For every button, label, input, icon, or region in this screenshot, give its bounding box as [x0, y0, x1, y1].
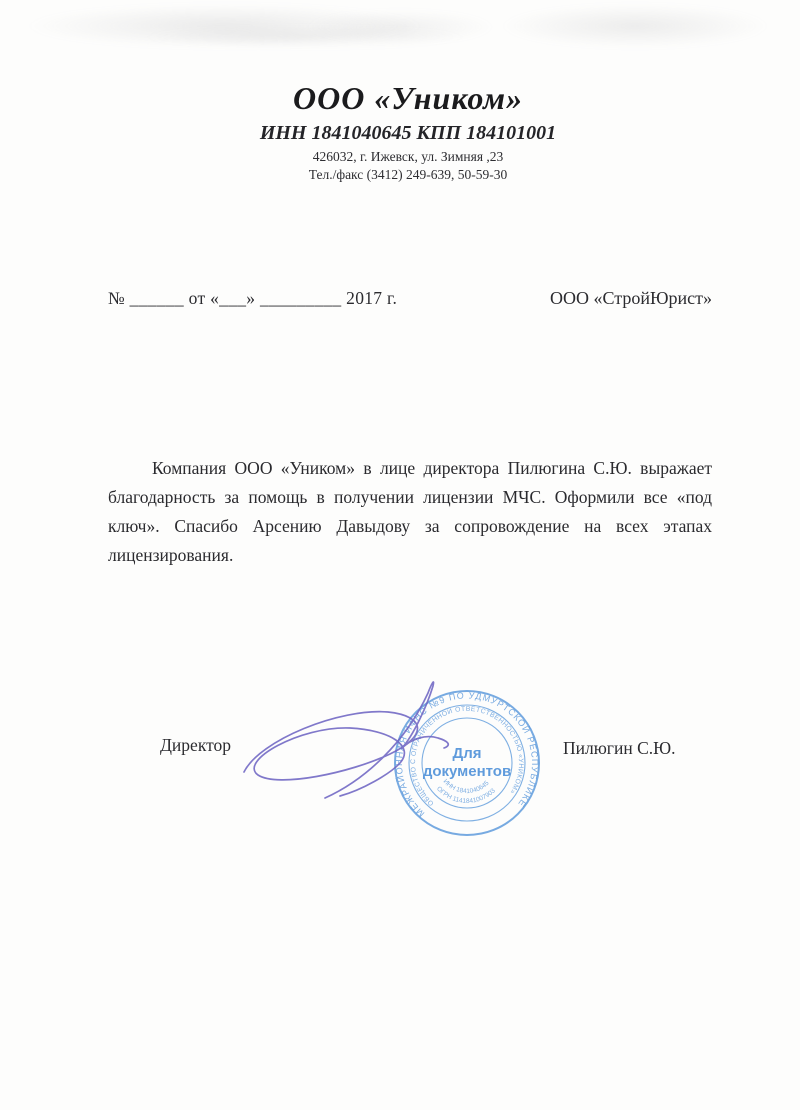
stamp-center-line1: Для: [452, 745, 482, 762]
stamp-inner-ring-text: ОБЩЕСТВО С ОГРАНИЧЕННОЙ ОТВЕТСТВЕННОСТЬЮ «УНИКОМ»: [409, 705, 525, 807]
reference-row: [108, 288, 712, 309]
stamp-and-signature: [230, 648, 630, 888]
stamp-inn-text: ИНН 1841040645: [441, 778, 491, 796]
scan-artifact: [140, 26, 470, 48]
signature-loops: [244, 712, 418, 796]
letter-body: [108, 454, 712, 570]
company-stamp: [394, 690, 540, 835]
stamp-outer-ring-text: МЕЖРАЙОННАЯ ИФНС №9 ПО УДМУРТСКОЙ РЕСПУБЛИКЕ: [393, 690, 541, 819]
recipient-name: ООО «СтройЮрист»: [550, 288, 712, 308]
body-line: лицензирования.: [108, 545, 234, 565]
signer-name: Пилюгин С.Ю.: [563, 738, 676, 758]
body-line: ключ». Спасибо Арсению Давыдову за сопровождение на всех этапах: [108, 516, 712, 536]
body-line: Компания ООО «Уником» в лице директора Пилюгина С.Ю. выражает: [152, 458, 712, 478]
body-line: благодарность за помощь в получении лицензии МЧС. Оформили все «под: [108, 487, 712, 507]
stamp-center-line2: документов: [422, 763, 512, 780]
company-address: 426032, г. Ижевск, ул. Зимняя ,23: [312, 149, 504, 164]
company-inn-kpp: ИНН 1841040645 КПП 184101001: [259, 122, 557, 144]
scan-artifact: [25, 4, 425, 48]
company-name: ООО «Уником»: [292, 80, 524, 116]
reference-number-line: № ______ от «___» _________ 2017 г.: [108, 288, 398, 308]
signer-position-title: Директор: [160, 735, 232, 755]
letterhead: [16, 80, 800, 183]
company-phone: Тел./факс (3412) 249-639, 50-59-30: [308, 167, 508, 182]
scan-artifact: [500, 4, 770, 48]
stamp-ogrn-text: ОГРН 1141841007903: [435, 785, 497, 805]
scan-artifact: [305, 10, 495, 44]
